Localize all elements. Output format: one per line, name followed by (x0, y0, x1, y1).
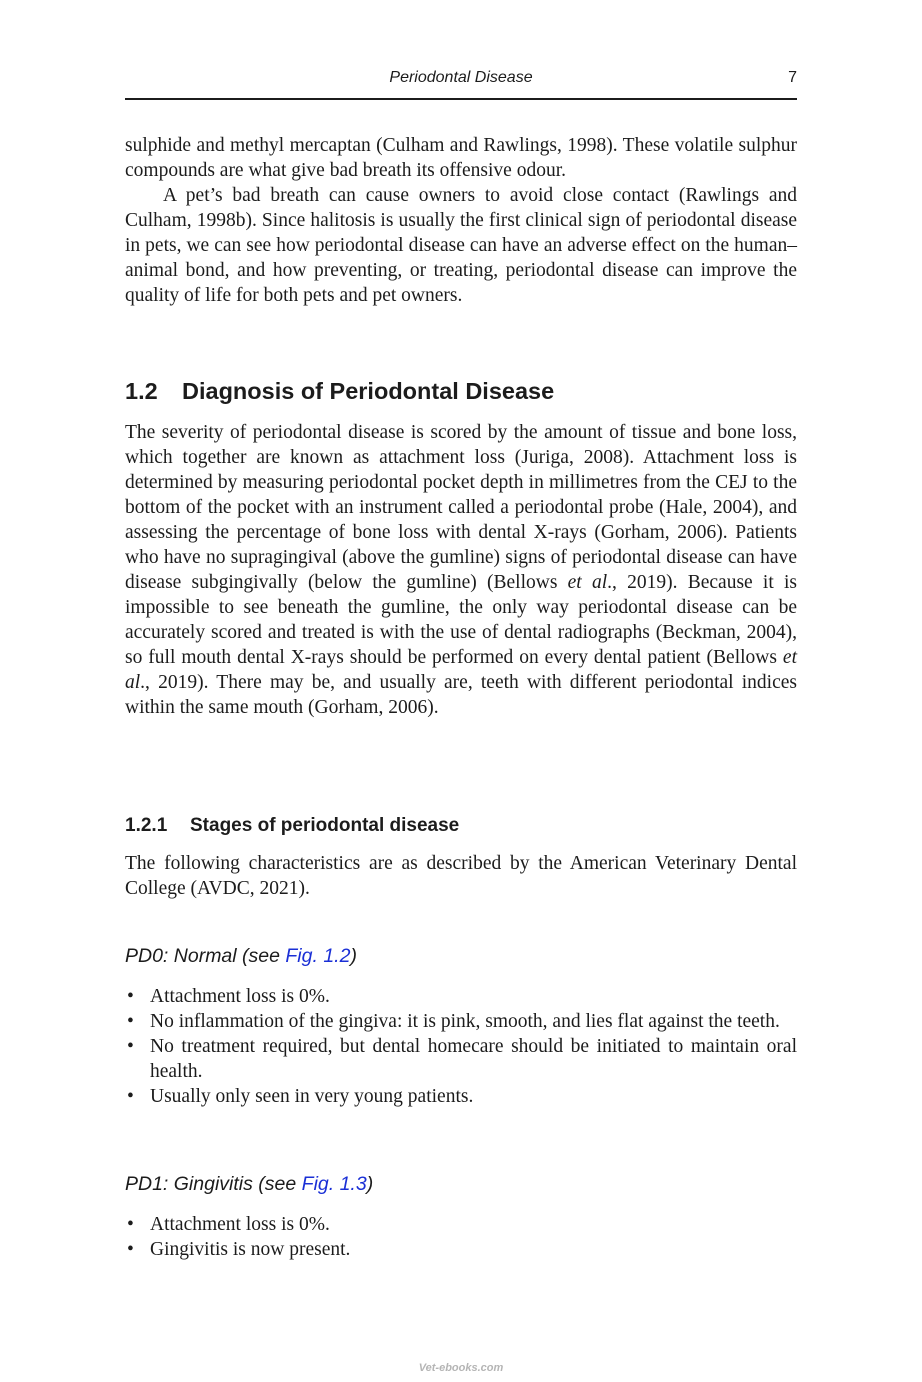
watermark-text: Vet-ebooks.com (418, 1362, 504, 1374)
section-paragraph-part-1: The severity of periodontal disease is scored by the amount of tissue and bone loss, which together are known as attachment loss (Juriga, 2008). Attachment loss is determined by measuring periodontal pocket depth in millimetres from the CEJ to the bottom of the pocket with an instrument called a periodontal probe (Hale, 2004), and assessing the percentage of bone loss with dental X-rays (Gorham, 2006). Patients who have no supragingival (above the gumline) signs of periodontal disease can have disease subgingivally (below the gumline) (Bellows (125, 422, 797, 593)
section-heading (125, 376, 554, 406)
subsection-number: 1.2.1 (125, 815, 168, 836)
bullet-icon: • (127, 1011, 134, 1032)
pd0-heading-close: ) (350, 945, 357, 967)
et-al-citation-2: et al (125, 647, 797, 693)
page-number: 7 (788, 69, 797, 86)
section-paragraph (125, 420, 797, 720)
list-item: • No treatment required, but dental homecare should be initiated to maintain oral health. (127, 1036, 797, 1082)
running-header (125, 68, 797, 100)
subsection-paragraph: The following characteristics are as described by the American Veterinary Dental College (AVDC, 2021). (125, 853, 797, 899)
pd0-bullet-list (125, 984, 797, 1109)
section-number: 1.2 (125, 378, 158, 404)
section-paragraph-part-2: ., 2019). Because it is impossible to see beneath the gumline, the only way periodontal disease can be accurately scored and treated is with the use of dental radiographs (Beckman, 2004), so full mouth dental X-rays should be performed on every dental patient (Bellows (125, 572, 797, 668)
list-item: • Attachment loss is 0%. (127, 1214, 330, 1235)
watermark-logo (415, 1356, 507, 1376)
bullet-icon: • (127, 1214, 134, 1235)
bullet-icon: • (127, 1239, 134, 1260)
pd0-heading-text: PD0: Normal (see (125, 945, 286, 967)
pd0-heading (125, 944, 357, 968)
list-item: • Usually only seen in very young patients. (127, 1086, 474, 1107)
pd1-bullet-list (125, 1212, 797, 1262)
bullet-icon: • (127, 1036, 134, 1057)
section-title: Diagnosis of Periodontal Disease (182, 378, 555, 404)
fig-1-2-link[interactable]: Fig. 1.2 (285, 945, 351, 967)
intro-paragraph-1: sulphide and methyl mercaptan (Culham and Rawlings, 1998). These volatile sulphur compounds are what give bad breath its offensive odour. (125, 135, 797, 181)
bullet-icon: • (127, 986, 134, 1007)
fig-1-3-link[interactable]: Fig. 1.3 (301, 1173, 367, 1195)
subsection-heading (125, 814, 459, 838)
list-item: • Gingivitis is now present. (127, 1239, 351, 1260)
pd1-heading-close: ) (366, 1173, 374, 1195)
running-title: Periodontal Disease (389, 69, 533, 86)
pd1-heading-text: PD1: Gingivitis (see (125, 1173, 302, 1195)
pd1-heading (125, 1172, 373, 1196)
subsection-title: Stages of periodontal disease (190, 815, 460, 836)
bullet-icon: • (127, 1086, 134, 1107)
section-paragraph-part-3: ., 2019). There may be, and usually are, teeth with different periodontal indices within the same mouth (Gorham, 2006). (125, 672, 797, 718)
list-item: • No inflammation of the gingiva: it is pink, smooth, and lies flat against the teeth. (127, 1011, 780, 1032)
et-al-citation-1: et al (567, 572, 608, 593)
intro-paragraph-2: A pet’s bad breath can cause owners to avoid close contact (Rawlings and Culham, 1998b). Since halitosis is usually the first clinical sign of periodontal disease in pets, we can see how periodontal disease can have an adverse effect on the human–animal bond, and how preventing, or treating, periodontal disease can improve the quality of life for both pets and pet owners. (125, 185, 797, 306)
list-item: • Attachment loss is 0%. (127, 986, 330, 1007)
